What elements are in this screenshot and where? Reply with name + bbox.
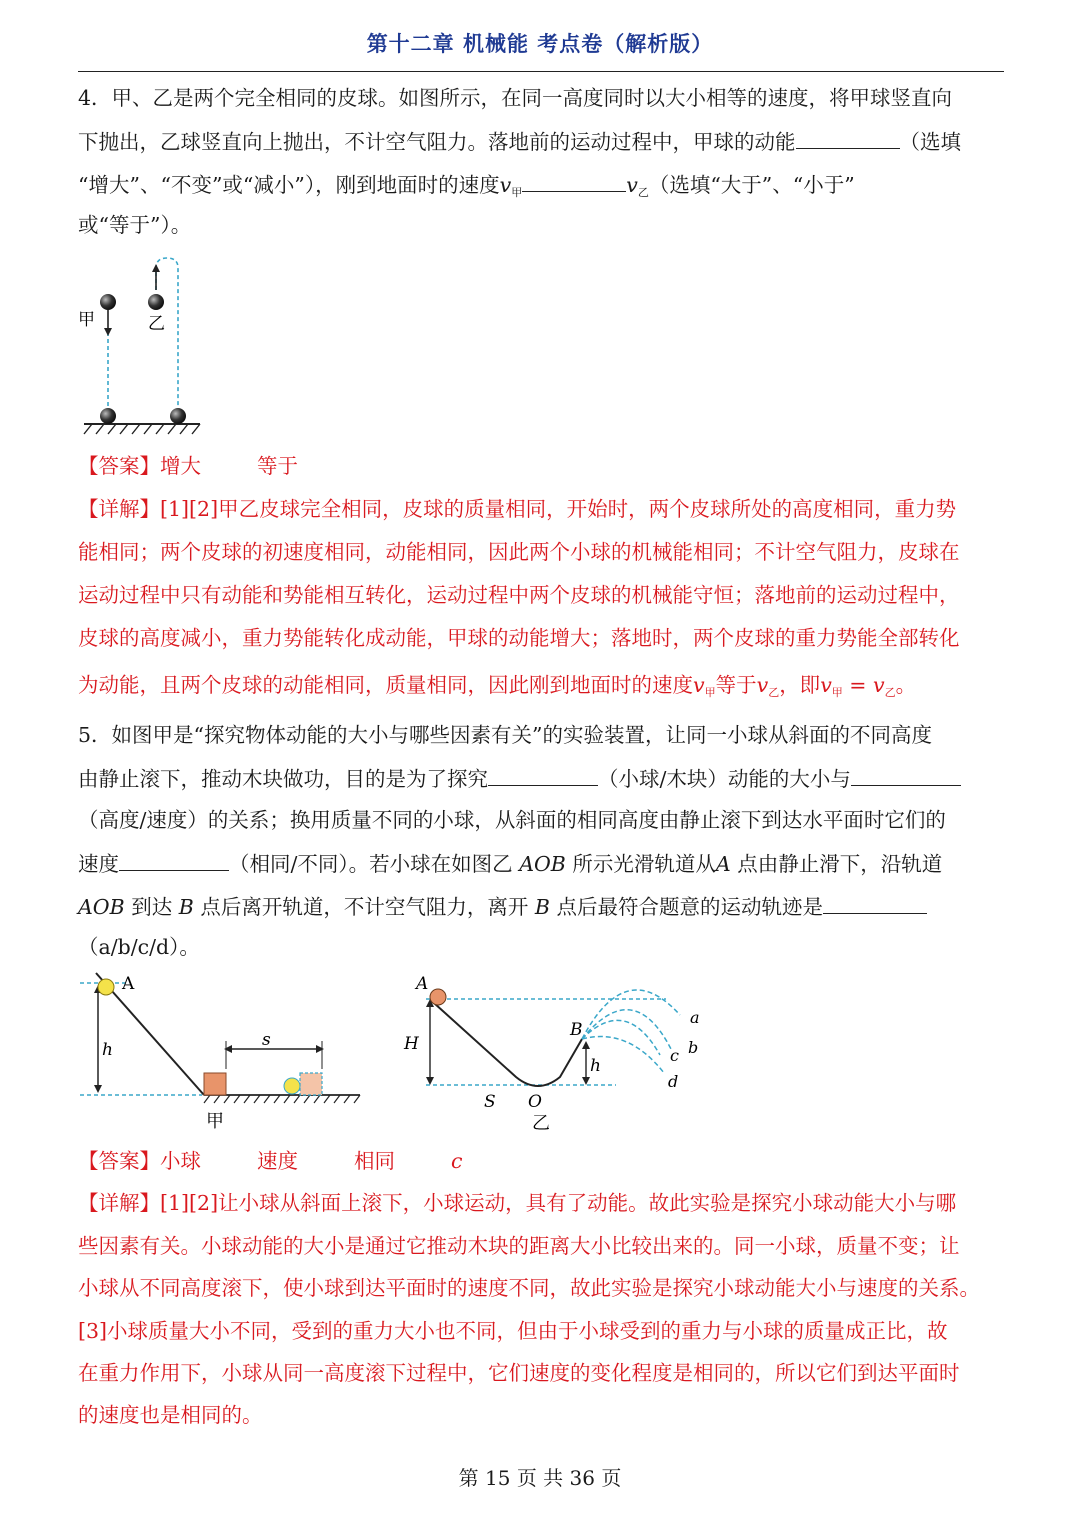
q4-blank-2[interactable] xyxy=(522,171,626,192)
answer-label: 【答案】 xyxy=(78,1149,160,1173)
term-aob: AOB xyxy=(519,852,566,876)
label-jia: 甲 xyxy=(78,310,95,330)
wood-block xyxy=(204,1073,226,1095)
detail-text: 。 xyxy=(895,673,917,697)
ball-top xyxy=(430,989,446,1005)
q4-line-1: 4．甲、乙是两个完全相同的皮球。如图所示，在同一高度同时以大小相等的速度，将甲球竖直向 xyxy=(78,86,953,110)
detail-text: 为动能，且两个皮球的动能相同，质量相同，因此刚到地面时的速度 xyxy=(78,673,693,697)
q5-text: 点后最符合题意的运动轨迹是 xyxy=(556,895,823,919)
term-a: A xyxy=(715,852,731,876)
subscript-jia: 甲 xyxy=(511,186,523,199)
q5-text: 由静止滚下，推动木块做功，目的是为了探究 xyxy=(78,767,488,791)
detail-text: [1][2]甲乙皮球完全相同，皮球的质量相同，开始时，两个皮球所处的高度相同，重力势 xyxy=(160,497,957,521)
subscript-jia: 甲 xyxy=(831,686,843,699)
v-symbol: v xyxy=(626,173,638,197)
v-symbol: v xyxy=(756,673,769,697)
label-a: A xyxy=(122,974,135,994)
term-b: B xyxy=(534,895,550,919)
label-H: H xyxy=(404,1034,419,1054)
subscript-yi: 乙 xyxy=(637,186,649,199)
subscript-yi: 乙 xyxy=(884,686,896,699)
q4-detail-line-4: 皮球的高度减小，重力势能转化成动能，甲球的动能增大；落地时，两个皮球的重力势能全部转化 xyxy=(78,626,960,650)
q5-blank-4[interactable] xyxy=(823,893,927,914)
label-h: h xyxy=(102,1040,113,1060)
answer-1: 小球 xyxy=(160,1149,201,1173)
answer-1: 增大 xyxy=(160,454,201,478)
q5-line-3: （高度/速度）的关系；换用质量不同的小球，从斜面的相同高度由静止滚下到达水平面时它们的 xyxy=(78,808,946,832)
ball-jia-ground xyxy=(100,408,116,424)
page-footer: 第 15 页 共 36 页 xyxy=(458,1466,622,1490)
curve-label-c: c xyxy=(670,1046,679,1065)
q5-detail-line-4: [3]小球质量大小不同，受到的重力大小也不同，但由于小球受到的重力与小球的质量成正比，故 xyxy=(78,1319,948,1343)
q4-text: “增大”、“不变”或“减小”），刚到地面时的速度 xyxy=(78,173,500,197)
answer-label: 【答案】 xyxy=(78,454,160,478)
q4-text: （选填 xyxy=(899,130,961,154)
q5-text: 点由静止滑下，沿轨道 xyxy=(737,852,943,876)
trajectory-a xyxy=(582,990,680,1039)
label-h: h xyxy=(590,1056,601,1076)
q5-figure-jia xyxy=(76,965,368,1135)
ball-moved xyxy=(284,1078,300,1094)
q5-text: 点后离开轨道，不计空气阻力，离开 xyxy=(200,895,529,919)
ball-a xyxy=(98,979,114,995)
q5-text: 所示光滑轨道从 xyxy=(572,852,716,876)
page-header-title: 第十二章 机械能 考点卷（解析版） xyxy=(366,32,714,56)
q5-detail-line-2: 些因素有关。小球动能的大小是通过它推动木块的距离大小比较出来的。同一小球，质量不变；让 xyxy=(78,1234,960,1258)
term-b: B xyxy=(178,895,194,919)
q5-line-2 xyxy=(78,765,1008,791)
answer-4: c xyxy=(451,1149,463,1173)
wood-block-moved xyxy=(300,1073,322,1095)
v-symbol: v xyxy=(873,673,885,697)
q5-line-5 xyxy=(78,893,1008,919)
q4-line-4: 或“等于”）。 xyxy=(78,213,192,237)
q4-blank-1[interactable] xyxy=(796,128,900,149)
detail-text: [1][2]让小球从斜面上滚下，小球运动，具有了动能。故此实验是探究小球动能大小与哪 xyxy=(160,1191,957,1215)
detail-label: 【详解】 xyxy=(78,497,160,521)
q5-line-4 xyxy=(78,850,1008,876)
curve-label-a: a xyxy=(690,1008,700,1027)
ball-yi-top xyxy=(148,294,164,310)
q4-line-3 xyxy=(78,171,1008,205)
caption-jia: 甲 xyxy=(206,1111,224,1132)
label-s: s xyxy=(262,1030,271,1050)
answer-2: 速度 xyxy=(257,1149,298,1173)
q5-blank-2[interactable] xyxy=(851,765,961,786)
q4-figure-balls xyxy=(74,250,214,440)
answer-3: 相同 xyxy=(354,1149,395,1173)
label-A: A xyxy=(416,974,429,994)
q5-text: 到达 xyxy=(131,895,173,919)
label-yi: 乙 xyxy=(148,314,165,334)
label-O: O xyxy=(528,1092,542,1112)
q5-figure-yi xyxy=(396,965,716,1135)
v-symbol: v xyxy=(820,673,832,697)
label-B: B xyxy=(570,1020,583,1040)
q5-blank-1[interactable] xyxy=(488,765,598,786)
ball-jia-top xyxy=(100,294,116,310)
q5-blank-3[interactable] xyxy=(119,850,229,871)
q4-detail-line-5: 为动能，且两个皮球的动能相同，质量相同，因此刚到地面时的速度$v_甲$等于$v_乙$，即$v_甲 = v_乙$。 xyxy=(78,673,917,699)
q4-detail-line-3: 运动过程中只有动能和势能相互转化，运动过程中两个皮球的机械能守恒；落地前的运动过程中， xyxy=(78,583,960,607)
subscript-jia: 甲 xyxy=(704,686,716,699)
q5-text: （相同/不同）。若小球在如图乙 xyxy=(229,852,513,876)
q5-detail-line-6: 的速度也是相同的。 xyxy=(78,1403,263,1427)
detail-text: 等于 xyxy=(715,673,757,697)
caption-yi: 乙 xyxy=(532,1113,550,1134)
detail-text: ，即 xyxy=(779,673,821,697)
q4-text: 下抛出，乙球竖直向上抛出，不计空气阻力。落地前的运动过程中，甲球的动能 xyxy=(78,130,796,154)
subscript-yi: 乙 xyxy=(768,686,780,699)
v-symbol: v xyxy=(693,673,705,697)
curve-label-d: d xyxy=(668,1072,679,1091)
term-aob: AOB xyxy=(78,895,125,919)
q5-line-6: （a/b/c/d）。 xyxy=(78,935,200,959)
q5-answer-line xyxy=(78,1149,1008,1173)
q5-detail-line-5: 在重力作用下，小球从同一高度滚下过程中，它们速度的变化程度是相同的，所以它们到达平面时 xyxy=(78,1361,960,1385)
detail-label: 【详解】 xyxy=(78,1191,160,1215)
q5-detail-line-1 xyxy=(78,1191,1008,1215)
ball-yi-ground xyxy=(170,408,186,424)
q4-detail-line-2: 能相同；两个皮球的初速度相同，动能相同，因此两个小球的机械能相同；不计空气阻力，皮球在 xyxy=(78,540,960,564)
q4-answer-line xyxy=(78,454,1008,478)
q5-detail-line-3: 小球从不同高度滚下，使小球到达平面时的速度不同，故此实验是探究小球动能大小与速度的关系。 xyxy=(78,1276,980,1300)
curve-label-b: b xyxy=(688,1038,699,1057)
q5-text: 速度 xyxy=(78,852,119,876)
label-S: S xyxy=(484,1092,496,1112)
q5-line-1: 5．如图甲是“探究物体动能的大小与哪些因素有关”的实验装置，让同一小球从斜面的不同高度 xyxy=(78,723,933,747)
q5-text: （小球/木块）动能的大小与 xyxy=(598,767,851,791)
q4-detail-line-1 xyxy=(78,497,1008,521)
q4-text: （选填“大于”、“小于” xyxy=(648,173,855,197)
q4-line-2 xyxy=(78,128,1008,154)
header-divider xyxy=(78,71,1004,72)
answer-2: 等于 xyxy=(257,454,298,478)
v-symbol: v xyxy=(499,173,512,197)
